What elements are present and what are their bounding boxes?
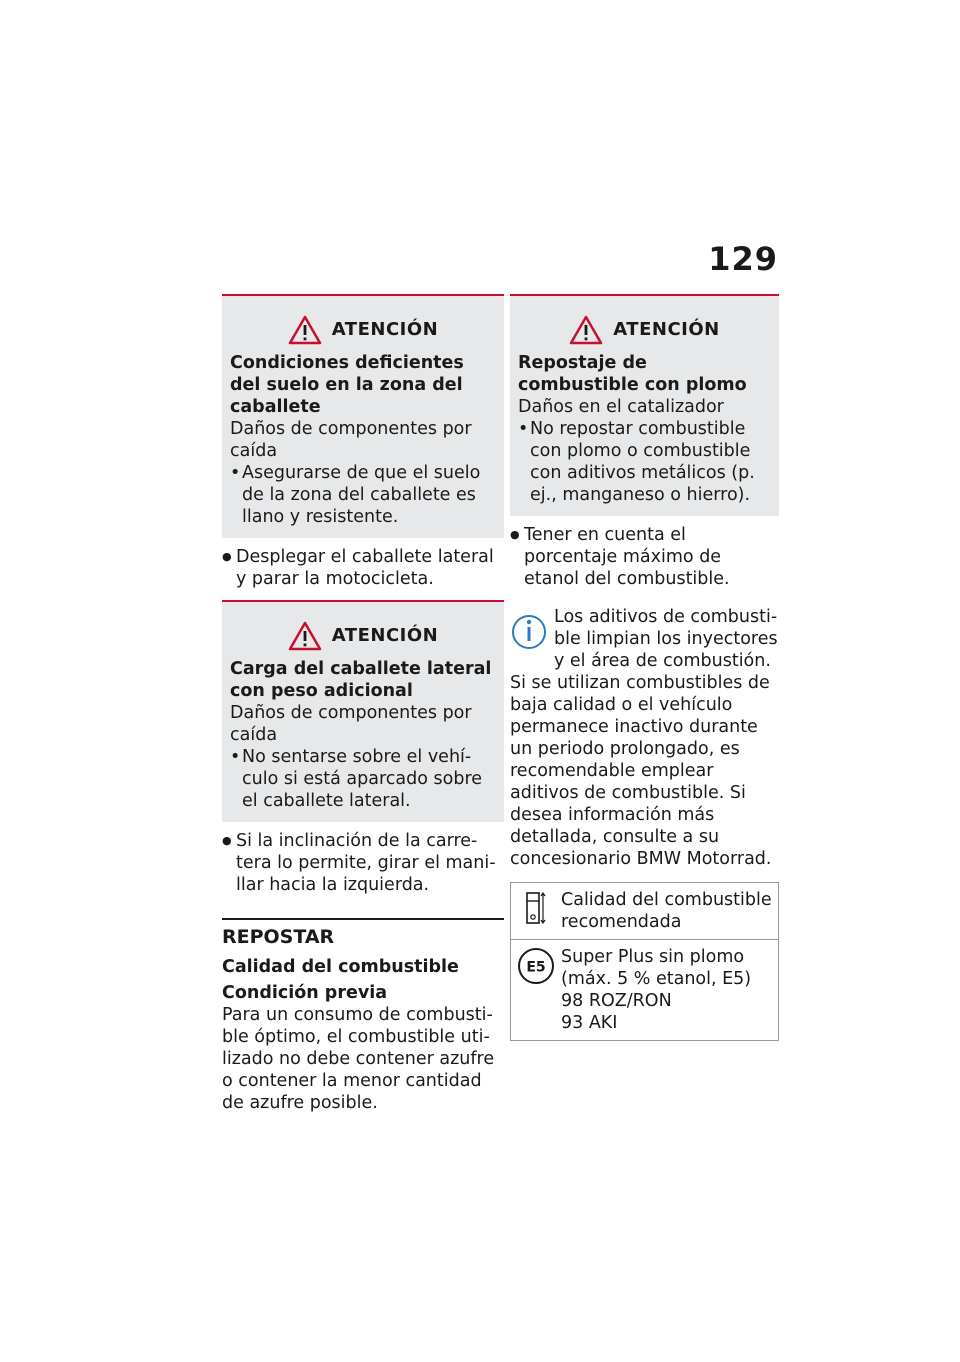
fuel-aki: 93 AKI [561, 1013, 618, 1033]
warning-triangle-icon [569, 315, 603, 345]
table-icon-cell [511, 940, 562, 1041]
warning-consequence: Daños de componentes por caída [230, 419, 472, 461]
warning-box-leaded-fuel [510, 294, 779, 516]
fuel-spec-table [510, 882, 779, 1041]
table-cell: Calidad del combustible recomendada [561, 890, 772, 932]
warning-triangle-icon [288, 621, 322, 651]
step-item: ● Tener en cuenta el porcentaje máximo de etanol del combustible. [510, 516, 779, 600]
table-row [511, 940, 779, 1041]
warning-title: ATENCIÓN [613, 319, 720, 340]
warning-subject: Carga del caballete lateral con peso adicional [230, 659, 492, 701]
warning-header [230, 310, 496, 350]
left-column [222, 294, 504, 1114]
warning-box-ground [222, 294, 504, 538]
info-note [510, 606, 779, 870]
fuel-ethanol: (máx. 5 % etanol, E5) [561, 969, 752, 989]
warning-triangle-icon [288, 315, 322, 345]
warning-bullet: • No repostar combustible con plomo o combustible con aditivos metálicos (p. ej., manganeso o hierro). [518, 418, 771, 506]
warning-box-stand-load [222, 600, 504, 822]
section-title: REPOSTAR [222, 926, 335, 948]
warning-consequence: Daños en el catalizador [518, 397, 724, 417]
warning-list [230, 462, 496, 528]
warning-title: ATENCIÓN [331, 625, 439, 646]
table-cell [561, 940, 779, 1041]
step-item: ● Si la inclinación de la carretera lo permite, girar el manillar hacia la izquierda. [222, 822, 504, 906]
subsection-title: Calidad del combustible [222, 957, 459, 977]
e5-fuel-icon [516, 946, 556, 986]
warning-list [518, 418, 771, 506]
fuel-ron: 98 ROZ/RON [561, 991, 672, 1011]
fuel-grade: Super Plus sin plomo [561, 947, 745, 967]
table-row [511, 883, 779, 940]
fuel-pump-icon [521, 889, 551, 927]
warning-list [230, 746, 496, 812]
warning-consequence: Daños de componentes por caída [230, 703, 472, 745]
right-column [510, 294, 779, 1041]
warning-header [230, 616, 496, 656]
step-item: ● Desplegar el caballete lateral y parar la motocicleta. [222, 538, 504, 600]
page-number: 129 [708, 240, 778, 278]
precondition-title: Condición previa [222, 983, 388, 1003]
warning-header [518, 310, 771, 350]
warning-bullet: • Asegurarse de que el suelo de la zona del caballete es llano y resistente. [230, 462, 496, 528]
warning-title: ATENCIÓN [331, 319, 439, 340]
section-refuel [222, 918, 504, 1114]
svg-text:E5: E5 [526, 959, 546, 976]
warning-subject: Condiciones deficientes del suelo en la zona del caballete [230, 353, 464, 417]
warning-subject: Repostaje de combustible con plomo [518, 353, 747, 395]
precondition-text: Para un consumo de combustible óptimo, el combustible utilizado no debe contener azufre o contener la menor cantidad de azufre posible. [222, 1005, 495, 1113]
warning-bullet: • No sentarse sobre el vehículo si está aparcado sobre el caballete lateral. [230, 746, 496, 812]
info-icon [510, 608, 548, 652]
table-icon-cell [511, 883, 562, 940]
info-text: Los aditivos de combustible limpian los inyectores y el área de combustión. Si se utilizan combustibles de baja calidad o el vehículo permanece inactivo durante un periodo prolongado, es recomendable emplear aditivos de combustible. Si desea información más detallada, consulte a su concesionario BMW Motorrad. [510, 607, 778, 869]
